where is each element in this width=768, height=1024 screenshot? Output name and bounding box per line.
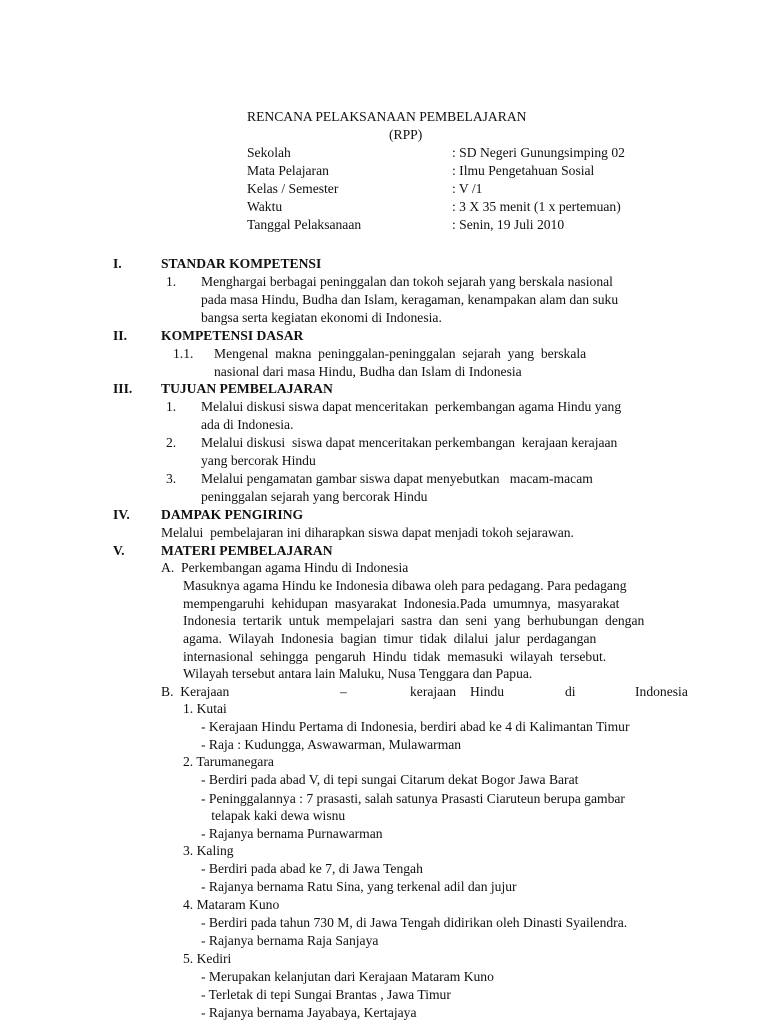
section-number: III.	[113, 381, 133, 396]
paragraph-line: mempengaruhi kehidupan masyarakat Indonesia.Pada umumnya, masyarakat	[183, 596, 620, 611]
kingdom-name: 1. Kutai	[183, 701, 227, 716]
subsection-heading-part: B. Kerajaan	[161, 684, 230, 699]
kingdom-point: - Rajanya bernama Jayabaya, Kertajaya	[201, 1005, 417, 1020]
section-title: TUJUAN PEMBELAJARAN	[161, 381, 333, 396]
item-text: Melalui pengamatan gambar siswa dapat menyebutkan macam-macam	[201, 471, 593, 486]
document-subtitle: (RPP)	[389, 127, 423, 142]
item-number: 1.	[166, 399, 177, 414]
field-label-date: Tanggal Pelaksanaan	[247, 217, 362, 232]
kingdom-point: - Raja : Kudungga, Aswawarman, Mulawarman	[201, 737, 462, 752]
subsection-heading-part: –	[340, 684, 347, 699]
item-text: bangsa serta kegiatan ekonomi di Indonesia.	[201, 310, 442, 325]
field-label-subject: Mata Pelajaran	[247, 163, 329, 178]
field-value-subject: : Ilmu Pengetahuan Sosial	[452, 163, 595, 178]
kingdom-point: - Merupakan kelanjutan dari Kerajaan Mataram Kuno	[201, 969, 494, 984]
section-number: I.	[113, 256, 122, 271]
field-value-date: : Senin, 19 Juli 2010	[452, 217, 565, 232]
item-number: 2.	[166, 435, 177, 450]
item-text: Melalui diskusi siswa dapat menceritakan perkembangan agama Hindu yang	[201, 399, 622, 414]
item-text: ada di Indonesia.	[201, 417, 294, 432]
kingdom-point: - Berdiri pada abad ke 7, di Jawa Tengah	[201, 861, 423, 876]
subsection-heading-part: Hindu	[470, 684, 504, 699]
paragraph-line: agama. Wilayah Indonesia bagian timur tidak dilalui jalur perdagangan	[183, 631, 597, 646]
kingdom-point: - Kerajaan Hindu Pertama di Indonesia, berdiri abad ke 4 di Kalimantan Timur	[201, 719, 630, 734]
field-label-school: Sekolah	[247, 145, 291, 160]
item-text: yang bercorak Hindu	[201, 453, 316, 468]
section-title: DAMPAK PENGIRING	[161, 507, 304, 522]
item-number: 1.1.	[173, 346, 194, 361]
kingdom-point: - Peninggalannya : 7 prasasti, salah satunya Prasasti Ciaruteun berupa gambar	[201, 791, 625, 806]
item-text: Mengenal makna peninggalan-peninggalan sejarah yang berskala	[214, 346, 587, 361]
item-text: peninggalan sejarah yang bercorak Hindu	[201, 489, 428, 504]
section-number: IV.	[113, 507, 130, 522]
subsection-heading-part: kerajaan	[410, 684, 457, 699]
section-text: Melalui pembelajaran ini diharapkan siswa dapat menjadi tokoh sejarawan.	[161, 525, 574, 540]
kingdom-name: 4. Mataram Kuno	[183, 897, 280, 912]
section-title: KOMPETENSI DASAR	[161, 328, 304, 343]
item-text: Melalui diskusi siswa dapat menceritakan perkembangan kerajaan kerajaan	[201, 435, 618, 450]
kingdom-name: 2. Tarumanegara	[183, 754, 274, 769]
kingdom-point: - Berdiri pada tahun 730 M, di Jawa Tengah didirikan oleh Dinasti Syailendra.	[201, 915, 628, 930]
paragraph-line: Indonesia tertarik untuk mempelajari sastra dan seni yang berhubungan dengan	[183, 613, 645, 628]
item-text: nasional dari masa Hindu, Budha dan Islam di Indonesia	[214, 364, 522, 379]
kingdom-point: - Rajanya bernama Raja Sanjaya	[201, 933, 379, 948]
kingdom-point: - Rajanya bernama Ratu Sina, yang terkenal adil dan jujur	[201, 879, 517, 894]
item-number: 1.	[166, 274, 177, 289]
paragraph-line: Wilayah tersebut antara lain Maluku, Nusa Tenggara dan Papua.	[183, 666, 533, 681]
field-value-school: : SD Negeri Gunungsimping 02	[452, 145, 625, 160]
kingdom-point: - Berdiri pada abad V, di tepi sungai Citarum dekat Bogor Jawa Barat	[201, 772, 579, 787]
kingdom-point: - Terletak di tepi Sungai Brantas , Jawa Timur	[201, 987, 451, 1002]
kingdom-point: - Rajanya bernama Purnawarman	[201, 826, 383, 841]
section-title: MATERI PEMBELAJARAN	[161, 543, 333, 558]
subsection-heading-part: Indonesia	[635, 684, 688, 699]
item-text: pada masa Hindu, Budha dan Islam, keragaman, kenampakan alam dan suku	[201, 292, 619, 307]
section-number: II.	[113, 328, 127, 343]
paragraph-line: Masuknya agama Hindu ke Indonesia dibawa oleh para pedagang. Para pedagang	[183, 578, 627, 593]
kingdom-name: 5. Kediri	[183, 951, 232, 966]
item-text: Menghargai berbagai peninggalan dan tokoh sejarah yang berskala nasional	[201, 274, 613, 289]
document-title: RENCANA PELAKSANAAN PEMBELAJARAN	[247, 109, 527, 124]
kingdom-point: telapak kaki dewa wisnu	[201, 808, 346, 823]
item-number: 3.	[166, 471, 177, 486]
field-label-class: Kelas / Semester	[247, 181, 339, 196]
field-label-time: Waktu	[247, 199, 283, 214]
field-value-class: : V /1	[452, 181, 483, 196]
section-title: STANDAR KOMPETENSI	[161, 256, 322, 271]
subsection-heading: A. Perkembangan agama Hindu di Indonesia	[161, 560, 409, 575]
section-number: V.	[113, 543, 125, 558]
paragraph-line: internasional sehingga pengaruh Hindu tidak memasuki wilayah tersebut.	[183, 649, 607, 664]
subsection-heading-part: di	[565, 684, 576, 699]
field-value-time: : 3 X 35 menit (1 x pertemuan)	[452, 199, 621, 214]
kingdom-name: 3. Kaling	[183, 843, 234, 858]
